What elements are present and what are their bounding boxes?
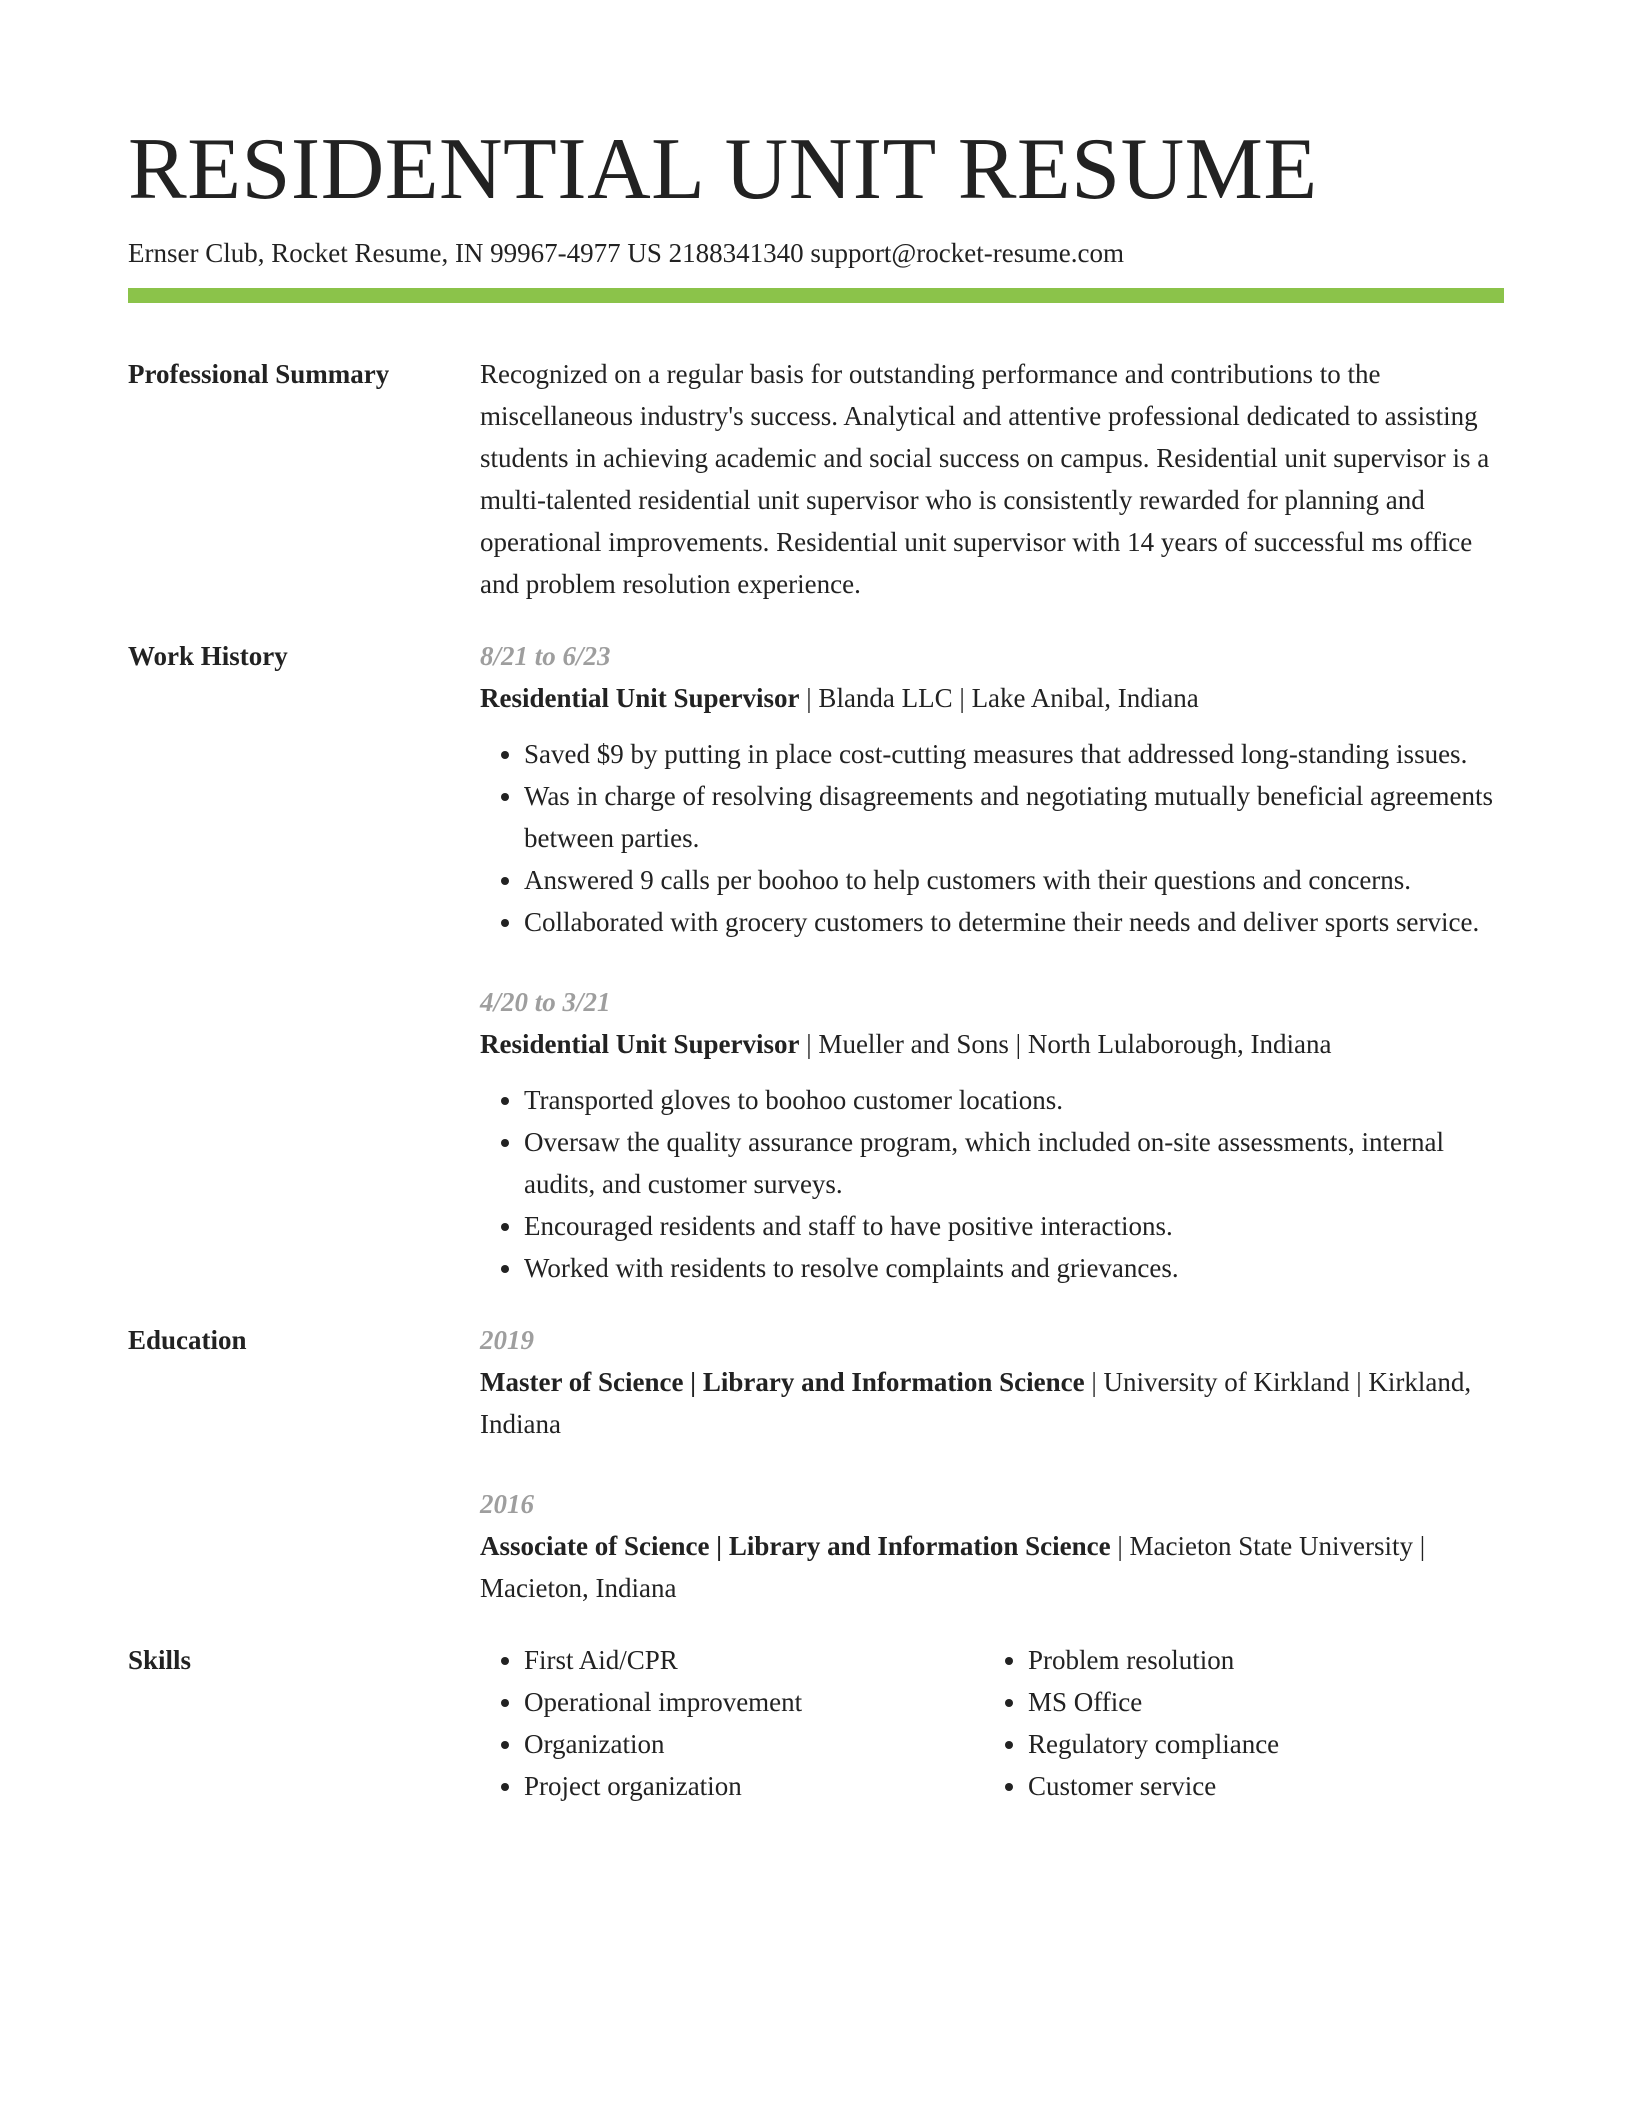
job-title: Residential Unit Supervisor [480,1029,800,1059]
resume-title: RESIDENTIAL UNIT RESUME [128,121,1318,218]
list-item: • Organization [524,1723,984,1765]
list-item: • Answered 9 calls per boohoo to help customers with their questions and concerns. [524,859,1504,901]
education-entry [480,1319,1504,1445]
job-bullets [480,1079,1504,1289]
education-line [480,1361,1504,1445]
work-history-section [128,635,1504,1289]
education-entry [480,1483,1504,1609]
summary-text: Recognized on a regular basis for outstanding performance and contributions to the miscellaneous industry's success. Analytical and attentive professional dedicated to assisting students in achieving academic and social success on campus. Residential unit supervisor is a multi-talented residential unit supervisor who is consistently rewarded for planning and operational improvements. Residential unit supervisor with 14 years of successful ms office and problem resolution experience. [480,359,1490,599]
list-item: • Encouraged residents and staff to have positive interactions. [524,1205,1504,1247]
education-date: 2016 [480,1489,534,1519]
degree-title: Associate of Science | Library and Information Science [480,1531,1111,1561]
list-item: • Collaborated with grocery customers to determine their needs and deliver sports service. [524,901,1504,943]
list-item: • Operational improvement [524,1681,984,1723]
accent-divider [128,288,1504,303]
list-item: • Was in charge of resolving disagreements and negotiating mutually beneficial agreements between parties. [524,775,1504,859]
education-line [480,1525,1504,1609]
list-item: • Project organization [524,1765,984,1807]
degree-title: Master of Science | Library and Information Science [480,1367,1085,1397]
education-details: | University of Kirkland | Kirkland, Indiana [480,1367,1472,1439]
section-label-skills: Skills [128,1645,192,1675]
job-details: | Mueller and Sons | North Lulaborough, Indiana [799,1029,1332,1059]
work-entries [480,635,1504,1289]
job-role-line [480,677,1504,719]
skills-section [128,1639,1504,1807]
education-date: 2019 [480,1325,534,1355]
list-item: • Regulatory compliance [1028,1723,1488,1765]
job-title: Residential Unit Supervisor [480,683,800,713]
job-entry [480,635,1504,943]
education-details: | Macieton State University | Macieton, Indiana [480,1531,1426,1603]
section-label-summary: Professional Summary [128,359,390,389]
job-role-line [480,1023,1504,1065]
list-item: • Worked with residents to resolve complaints and grievances. [524,1247,1504,1289]
job-entry [480,981,1504,1289]
skills-list-right [984,1639,1488,1807]
education-entries [480,1319,1504,1609]
list-item: • First Aid/CPR [524,1639,984,1681]
list-item: • Oversaw the quality assurance program, which included on-site assessments, internal audits, and customer surveys. [524,1121,1504,1205]
list-item: • Problem resolution [1028,1639,1488,1681]
job-dates: 4/20 to 3/21 [480,987,611,1017]
job-details: | Blanda LLC | Lake Anibal, Indiana [799,683,1199,713]
job-bullets [480,733,1504,943]
list-item: • Customer service [1028,1765,1488,1807]
resume-page [128,118,1504,1807]
skills-list-left [480,1639,984,1807]
contact-line: Ernser Club, Rocket Resume, IN 99967-4977 US 2188341340 support@rocket-resume.com [128,238,1124,268]
list-item: • MS Office [1028,1681,1488,1723]
list-item: • Transported gloves to boohoo customer locations. [524,1079,1504,1121]
job-dates: 8/21 to 6/23 [480,641,611,671]
education-section [128,1319,1504,1609]
professional-summary-section [128,353,1504,605]
section-label-work: Work History [128,641,288,671]
section-label-education: Education [128,1325,247,1355]
skills-columns [480,1639,1504,1807]
list-item: • Saved $9 by putting in place cost-cutting measures that addressed long-standing issues. [524,733,1504,775]
